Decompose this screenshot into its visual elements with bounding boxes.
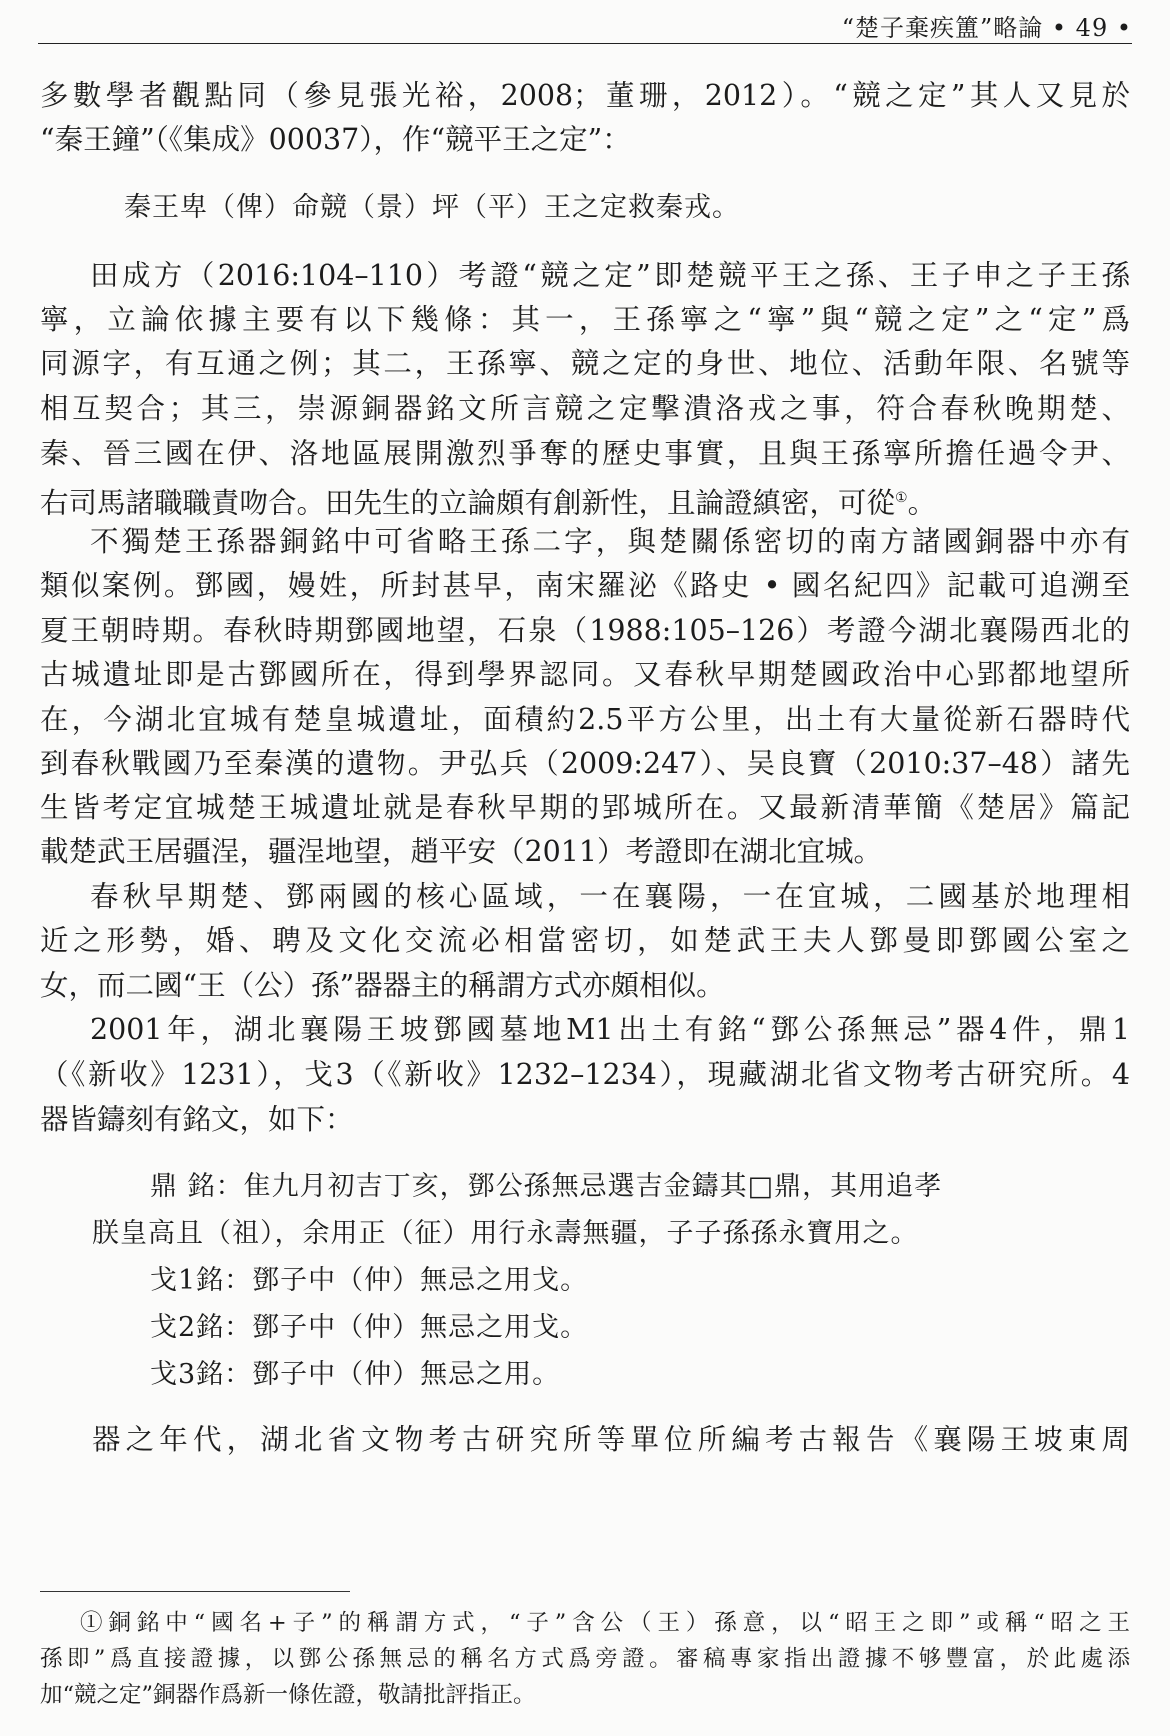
body-line: 載楚武王居疆浧，疆浧地望，趙平安（2011）考證即在湖北宜城。 bbox=[40, 835, 883, 868]
body-line: “秦王鐘”（《集成》00037），作“競平王之定”： bbox=[40, 123, 631, 156]
header-rule bbox=[38, 43, 1132, 44]
inscription-line: 戈1銘：鄧子中（仲）無忌之用戈。 bbox=[150, 1265, 589, 1296]
body-line: 不獨楚王孫器銅銘中可省略王孫二字，與楚關係密切的南方諸國銅器中亦有 bbox=[90, 525, 1130, 558]
footnote-line: 加“競之定”銅器作爲新一條佐證，敬請批評指正。 bbox=[40, 1682, 536, 1708]
body-line: 春秋早期楚、鄧兩國的核心區域，一在襄陽，一在宜城，二國基於地理相 bbox=[90, 880, 1130, 913]
body-line: 秦、晉三國在伊、洛地區展開激烈爭奪的歷史事實，且與王孫寧所擔任過令尹、 bbox=[40, 437, 1130, 470]
body-line: 近之形勢，婚、聘及文化交流必相當密切，如楚武王夫人鄧曼即鄧國公室之 bbox=[40, 924, 1130, 957]
footnote-marker: ① bbox=[895, 490, 908, 506]
body-line: 夏王朝時期。春秋時期鄧國地望，石泉（1988:105–126）考證今湖北襄陽西北的 bbox=[40, 614, 1130, 647]
body-line: 類似案例。鄧國，嫚姓，所封甚早，南宋羅泌《路史 • 國名紀四》記載可追溯至 bbox=[40, 569, 1130, 602]
footnote-rule bbox=[40, 1591, 350, 1592]
body-line: 多數學者觀點同（參見張光裕，2008；董珊，2012）。“競之定”其人又見於 bbox=[40, 79, 1130, 112]
inscription-line: 戈3銘：鄧子中（仲）無忌之用。 bbox=[150, 1359, 561, 1390]
body-line: 女，而二國“王（公）孫”器器主的稱謂方式亦頗相似。 bbox=[40, 969, 725, 1002]
body-line: 2001年，湖北襄陽王坡鄧國墓地M1出土有銘“鄧公孫無忌”器4件，鼎1 bbox=[90, 1013, 1130, 1046]
body-line bbox=[40, 478, 1130, 518]
footnote-line: ①銅銘中“國名+子”的稱謂方式，“子”含公（王）孫意，以“昭王之即”或稱“昭之王 bbox=[80, 1610, 1130, 1636]
body-line: （《新收》1231），戈3（《新收》1232–1234），現藏湖北省文物考古研究所。4 bbox=[40, 1058, 1130, 1091]
body-line: 田成方（2016:104–110）考證“競之定”即楚競平王之孫、王子申之子王孫 bbox=[90, 259, 1130, 292]
body-line: 器皆鑄刻有銘文，如下： bbox=[40, 1103, 354, 1136]
body-line: 生皆考定宜城楚王城遺址就是春秋早期的郢城所在。又最新清華簡《楚居》篇記 bbox=[40, 791, 1130, 824]
block-quote-line: 秦王卑（俾）命競（景）坪（平）王之定救秦戎。 bbox=[124, 192, 740, 223]
inscription-line: 朕皇高且（祖），余用正（征）用行永壽無疆，子子孫孫永寶用之。 bbox=[92, 1218, 919, 1249]
body-line: 古城遺址即是古鄧國所在，得到學界認同。又春秋早期楚國政治中心郢都地望所 bbox=[40, 658, 1130, 691]
body-line-text: 右司馬諸職職責吻合。田先生的立論頗有創新性，且論證縝密，可從 bbox=[40, 486, 896, 520]
body-line: 在，今湖北宜城有楚皇城遺址，面積約2.5平方公里，出土有大量從新石器時代 bbox=[40, 703, 1130, 736]
running-header bbox=[0, 0, 1170, 46]
inscription-line: 戈2銘：鄧子中（仲）無忌之用戈。 bbox=[150, 1312, 589, 1343]
body-line: 到春秋戰國乃至秦漢的遺物。尹弘兵（2009:247）、吴良寶（2010:37–48）諸先 bbox=[40, 747, 1130, 780]
body-line: 同源字，有互通之例；其二，王孫寧、競之定的身世、地位、活動年限、名號等 bbox=[40, 347, 1130, 380]
footnote-line: 孫即”爲直接證據，以鄧公孫無忌的稱名方式爲旁證。審稿專家指出證據不够豐富，於此處添 bbox=[40, 1646, 1130, 1672]
body-line: 相互契合；其三，崇源銅器銘文所言競之定擊潰洛戎之事，符合春秋晚期楚、 bbox=[40, 392, 1130, 425]
body-line: 器之年代，湖北省文物考古研究所等單位所編考古報告《襄陽王坡東周 bbox=[92, 1423, 1130, 1456]
body-line: 寧，立論依據主要有以下幾條：其一，王孫寧之“寧”與“競之定”之“定”爲 bbox=[40, 303, 1130, 336]
inscription-line: 鼎 銘：隹九月初吉丁亥，鄧公孫無忌選吉金鑄其□鼎，其用追孝 bbox=[150, 1171, 943, 1202]
header-title: “楚子棄疾簠”略論 • 49 • bbox=[841, 14, 1132, 42]
sentence-end: 。 bbox=[907, 486, 937, 520]
